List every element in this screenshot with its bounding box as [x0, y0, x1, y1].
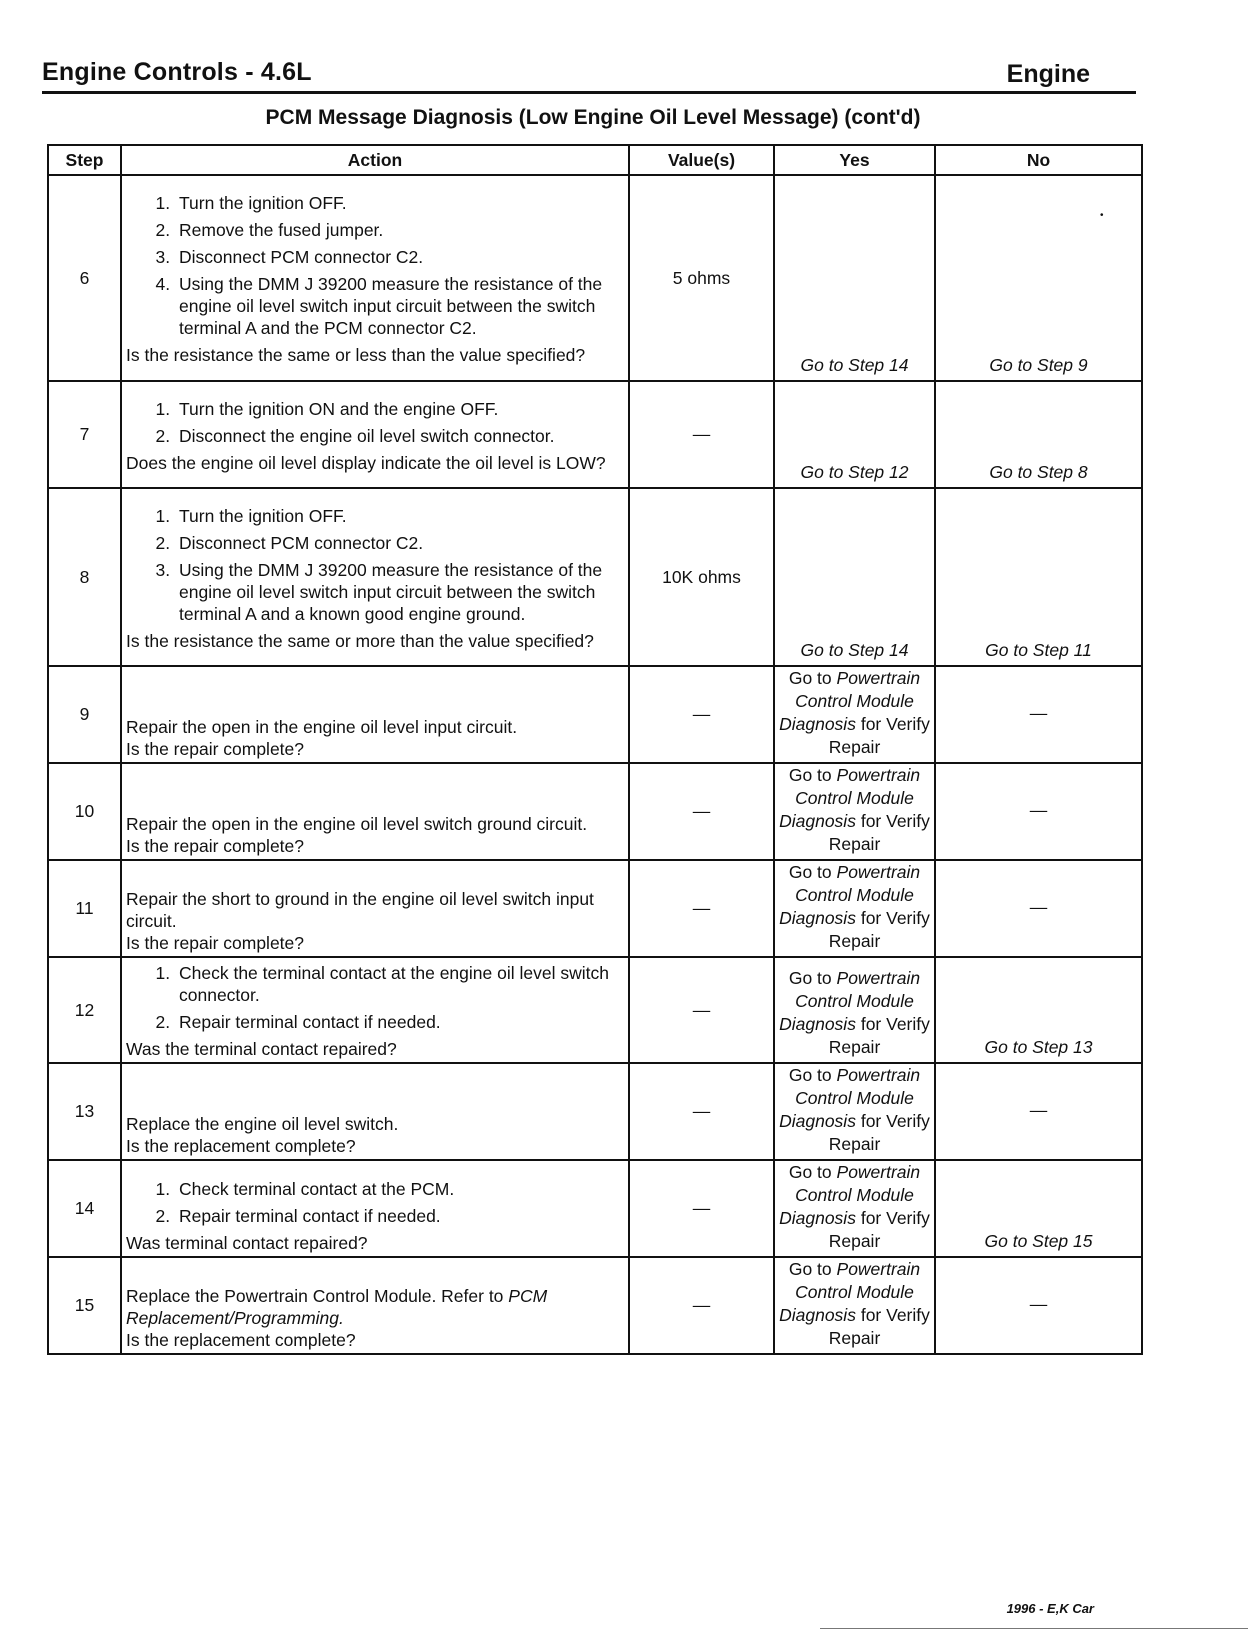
- action-cell: [121, 1160, 629, 1257]
- action-cell: [121, 381, 629, 488]
- value-cell: —: [629, 381, 774, 488]
- page-footer: 1996 - E,K Car: [1006, 1601, 1094, 1616]
- action-item: 4. Using the DMM J 39200 measure the resistance of the engine oil level switch input circuit between the switch terminal A and the PCM connector C2.: [175, 273, 622, 339]
- value-cell: —: [629, 860, 774, 957]
- value-cell: 5 ohms: [629, 175, 774, 381]
- yes-cell: Go to Step 14: [774, 175, 935, 381]
- action-question: Was terminal contact repaired?: [126, 1233, 368, 1253]
- action-question: Is the replacement complete?: [126, 1330, 356, 1350]
- no-cell: —: [935, 1063, 1142, 1160]
- category-title: Engine: [1006, 60, 1090, 88]
- yes-purpose: for Verify Repair: [828, 1208, 930, 1251]
- action-text: Repair the short to ground in the engine oil level switch input circuit.: [126, 889, 594, 931]
- action-text: Repair the open in the engine oil level input circuit.: [126, 717, 518, 737]
- table-header-row: [48, 145, 1142, 175]
- yes-purpose: for Verify Repair: [828, 908, 930, 951]
- yes-cell: [774, 860, 935, 957]
- action-item: 1. Turn the ignition OFF.: [175, 192, 622, 214]
- diagnosis-table: [47, 144, 1143, 1355]
- value-cell: 10K ohms: [629, 488, 774, 666]
- no-cell: —: [935, 666, 1142, 763]
- yes-go-to: Go to: [788, 1162, 832, 1182]
- action-question: Is the repair complete?: [126, 739, 305, 759]
- table-row: [48, 488, 1142, 666]
- section-title: Engine Controls - 4.6L: [42, 58, 312, 86]
- value-cell: —: [629, 1160, 774, 1257]
- column-header-action: Action: [121, 145, 629, 175]
- action-question: Was the terminal contact repaired?: [126, 1039, 397, 1059]
- step-number: 13: [48, 1063, 121, 1160]
- no-cell: —: [935, 1257, 1142, 1354]
- action-cell: [121, 957, 629, 1063]
- yes-reference: Powertrain Control Module Diagnosis: [779, 765, 921, 831]
- yes-cell: Go to Step 12: [774, 381, 935, 488]
- yes-purpose: for Verify Repair: [828, 1111, 930, 1154]
- yes-reference: Powertrain Control Module Diagnosis: [779, 1065, 921, 1131]
- no-cell: Go to Step 15: [935, 1160, 1142, 1257]
- footer-rule: [820, 1628, 1248, 1629]
- action-question: Is the repair complete?: [126, 836, 305, 856]
- no-cell: —: [935, 860, 1142, 957]
- column-header-values: Value(s): [629, 145, 774, 175]
- action-item: 3. Using the DMM J 39200 measure the resistance of the engine oil level switch input circuit between the switch terminal A and a known good engine ground.: [175, 559, 622, 625]
- action-cell: [121, 763, 629, 860]
- yes-purpose: for Verify Repair: [828, 811, 930, 854]
- action-cell: [121, 175, 629, 381]
- action-item: 2. Repair terminal contact if needed.: [175, 1011, 622, 1033]
- action-question: Is the replacement complete?: [126, 1136, 356, 1156]
- header-rule: [42, 91, 1136, 94]
- yes-cell: [774, 1160, 935, 1257]
- yes-reference: Powertrain Control Module Diagnosis: [779, 1162, 921, 1228]
- action-text: [126, 1285, 622, 1329]
- value-cell: —: [629, 763, 774, 860]
- action-item: 1. Turn the ignition OFF.: [175, 505, 622, 527]
- table-row: [48, 1063, 1142, 1160]
- yes-go-to: Go to: [788, 1259, 832, 1279]
- action-item: 2. Remove the fused jumper.: [175, 219, 622, 241]
- no-cell: —: [935, 763, 1142, 860]
- yes-cell: [774, 763, 935, 860]
- step-number: 11: [48, 860, 121, 957]
- action-question: Is the resistance the same or more than the value specified?: [126, 630, 594, 651]
- step-number: 6: [48, 175, 121, 381]
- column-header-yes: Yes: [774, 145, 935, 175]
- table-row: [48, 175, 1142, 381]
- no-cell: Go to Step 11: [935, 488, 1142, 666]
- yes-purpose: for Verify Repair: [828, 1305, 930, 1348]
- action-item: 2. Disconnect PCM connector C2.: [175, 532, 622, 554]
- value-cell: —: [629, 1257, 774, 1354]
- action-cell: [121, 666, 629, 763]
- yes-cell: [774, 1257, 935, 1354]
- action-cell: [121, 488, 629, 666]
- step-number: 10: [48, 763, 121, 860]
- action-item: 2. Disconnect the engine oil level switch connector.: [175, 425, 622, 447]
- yes-reference: Powertrain Control Module Diagnosis: [779, 862, 921, 928]
- yes-go-to: Go to: [788, 1065, 832, 1085]
- action-question: Is the repair complete?: [126, 933, 305, 953]
- action-item: 1. Check terminal contact at the PCM.: [175, 1178, 622, 1200]
- action-cell: [121, 860, 629, 957]
- yes-purpose: for Verify Repair: [828, 1014, 930, 1057]
- step-number: 8: [48, 488, 121, 666]
- yes-go-to: Go to: [788, 765, 832, 785]
- yes-cell: [774, 666, 935, 763]
- no-cell: Go to Step 13: [935, 957, 1142, 1063]
- step-number: 7: [48, 381, 121, 488]
- yes-go-to: Go to: [788, 668, 832, 688]
- yes-purpose: for Verify Repair: [828, 714, 930, 757]
- value-cell: —: [629, 666, 774, 763]
- column-header-no: No: [935, 145, 1142, 175]
- action-cell: [121, 1257, 629, 1354]
- scan-speck: •: [1100, 210, 1104, 221]
- column-header-step: Step: [48, 145, 121, 175]
- step-number: 9: [48, 666, 121, 763]
- table-row: [48, 1160, 1142, 1257]
- table-row: [48, 381, 1142, 488]
- action-item: 1. Check the terminal contact at the engine oil level switch connector.: [175, 962, 622, 1006]
- action-question: Is the resistance the same or less than the value specified?: [126, 345, 586, 365]
- value-cell: —: [629, 1063, 774, 1160]
- yes-reference: Powertrain Control Module Diagnosis: [779, 668, 921, 734]
- action-text: Replace the engine oil level switch.: [126, 1114, 399, 1134]
- table-row: [48, 860, 1142, 957]
- table-row: [48, 763, 1142, 860]
- no-cell: Go to Step 9: [935, 175, 1142, 381]
- action-item: 2. Repair terminal contact if needed.: [175, 1205, 622, 1227]
- yes-cell: [774, 1063, 935, 1160]
- yes-go-to: Go to: [788, 968, 832, 988]
- action-text: Repair the open in the engine oil level switch ground circuit.: [126, 814, 588, 834]
- no-cell: Go to Step 8: [935, 381, 1142, 488]
- action-question: Does the engine oil level display indicate the oil level is LOW?: [126, 452, 606, 473]
- table-row: [48, 1257, 1142, 1354]
- action-item: 3. Disconnect PCM connector C2.: [175, 246, 622, 268]
- yes-reference: Powertrain Control Module Diagnosis: [779, 968, 921, 1034]
- action-text-main: Replace the Powertrain Control Module. Refer to: [126, 1286, 504, 1306]
- table-row: [48, 666, 1142, 763]
- yes-cell: [774, 957, 935, 1063]
- yes-go-to: Go to: [788, 862, 832, 882]
- action-item: 1. Turn the ignition ON and the engine OFF.: [175, 398, 622, 420]
- value-cell: —: [629, 957, 774, 1063]
- yes-cell: Go to Step 14: [774, 488, 935, 666]
- yes-reference: Powertrain Control Module Diagnosis: [779, 1259, 921, 1325]
- table-row: [48, 957, 1142, 1063]
- page-title: PCM Message Diagnosis (Low Engine Oil Level Message) (cont'd): [265, 106, 921, 129]
- step-number: 14: [48, 1160, 121, 1257]
- action-cell: [121, 1063, 629, 1160]
- action-reference: PCM Replacement/Programming.: [126, 1286, 548, 1328]
- step-number: 12: [48, 957, 121, 1063]
- step-number: 15: [48, 1257, 121, 1354]
